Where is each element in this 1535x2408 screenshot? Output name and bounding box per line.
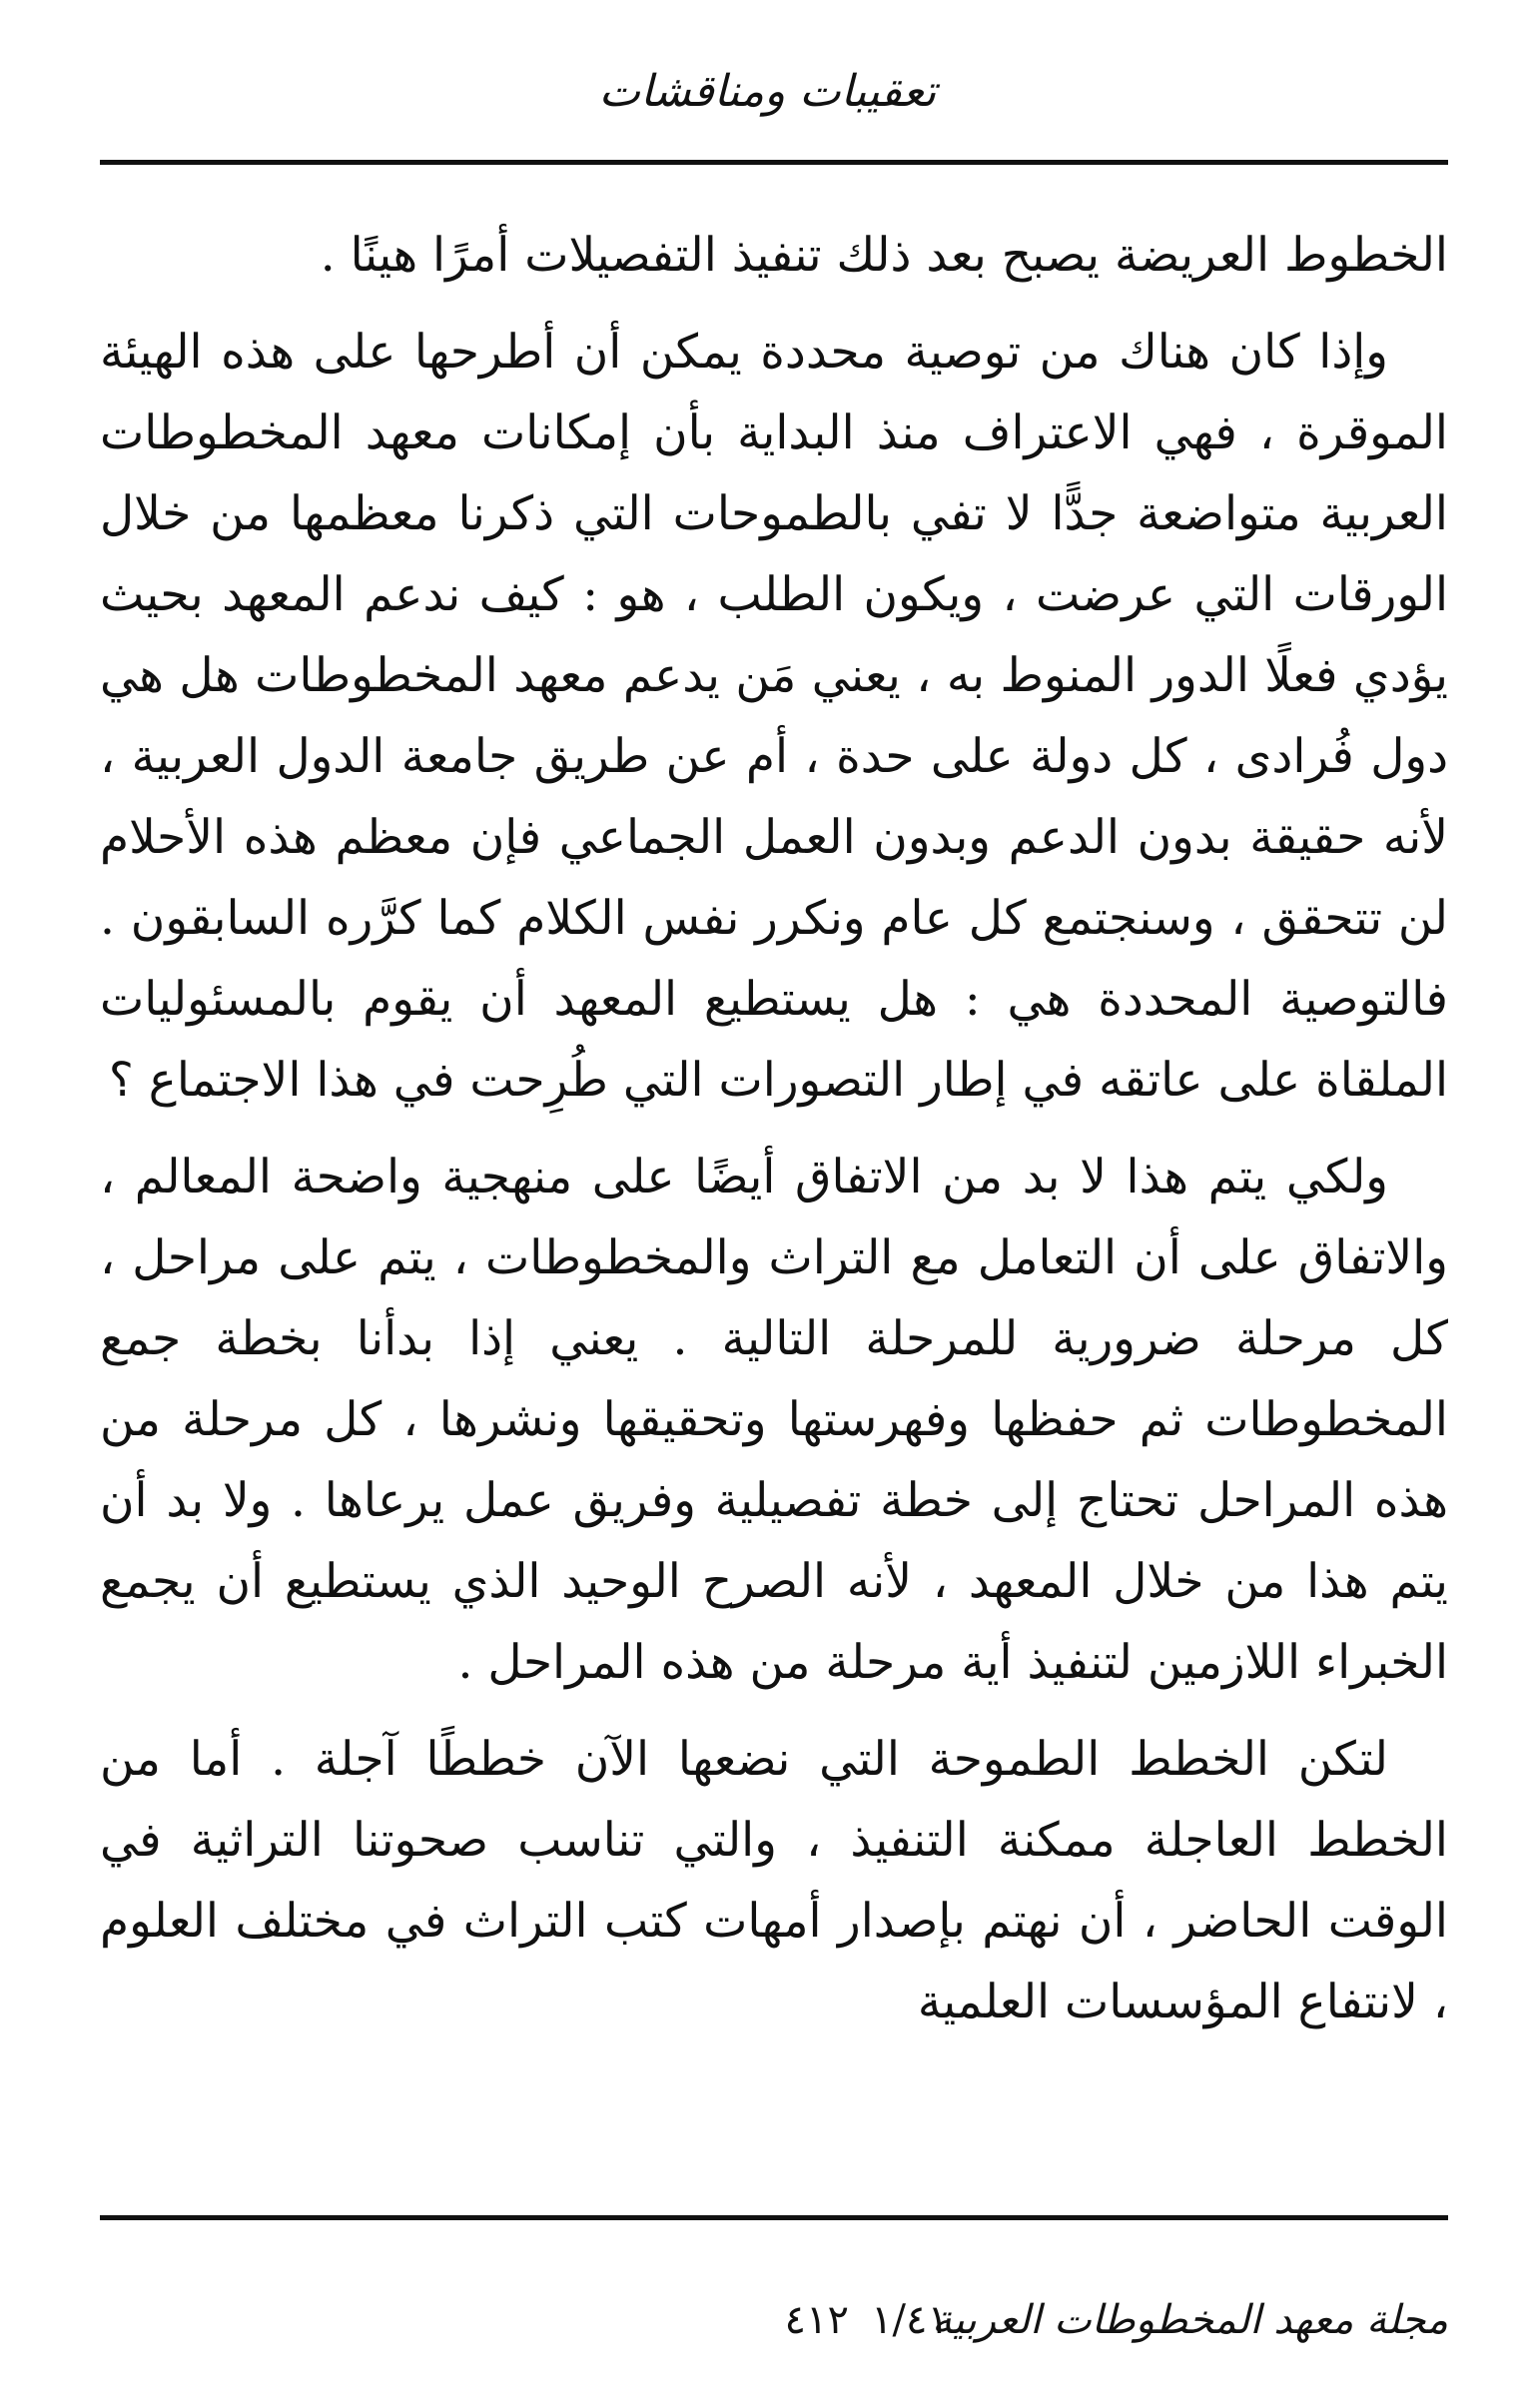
paragraph-2: وإذا كان هناك من توصية محددة يمكن أن أطرحها على هذه الهيئة الموقرة ، فهي الاعتراف منذ البداية بأن إمكانات معهد المخطوطات العربية متواضعة جدًّا لا تفي بالطموحات التي ذكرنا معظمها من خلال الورقات التي عرضت ، ويكون الطلب ، هو : كيف ندعم المعهد بحيث يؤدي فعلًا الدور المنوط به ، يعني مَن يدعم معهد المخطوطات هل هي دول فُرادى ، كل دولة على حدة ، أم عن طريق جامعة الدول العربية ، لأنه حقيقة بدون الدعم وبدون العمل الجماعي فإن معظم هذه الأحلام لن تتحقق ، وسنجتمع كل عام ونكرر نفس الكلام كما كرَّره السابقون . فالتوصية المحددة هي : هل يستطيع المعهد أن يقوم بالمسئوليات الملقاة على عاتقه في إطار التصورات التي طُرِحت في هذا الاجتماع ؟ — [100, 325, 1448, 1108]
page-footer — [100, 2297, 1448, 2357]
body-text — [100, 215, 1448, 2042]
paragraph-1: الخطوط العريضة يصبح بعد ذلك تنفيذ التفصيلات أمرًا هينًا . — [320, 228, 1448, 283]
footer-rule — [100, 2215, 1448, 2220]
footer-issue-number: ١/٤١ — [871, 2297, 949, 2343]
footer-journal-title: مجلة معهد المخطوطات العربية — [932, 2297, 1448, 2343]
paragraph-4: لتكن الخطط الطموحة التي نضعها الآن خططًا آجلة . أما من الخطط العاجلة ممكنة التنفيذ ، والتي تناسب صحوتنا التراثية في الوقت الحاضر ، أن نهتم بإصدار أمهات كتب التراث في مختلف العلوم ، لانتفاع المؤسسات العلمية — [100, 1732, 1448, 2029]
header-rule — [100, 160, 1448, 165]
running-header: تعقيبات ومناقشات — [598, 66, 937, 117]
paragraph-3: ولكي يتم هذا لا بد من الاتفاق أيضًا على منهجية واضحة المعالم ، والاتفاق على أن التعامل مع التراث والمخطوطات ، يتم على مراحل ، كل مرحلة ضرورية للمرحلة التالية . يعني إذا بدأنا بخطة جمع المخطوطات ثم حفظها وفهرستها وتحقيقها ونشرها ، كل مرحلة من هذه المراحل تحتاج إلى خطة تفصيلية وفريق عمل يرعاها . ولا بد أن يتم هذا من خلال المعهد ، لأنه الصرح الوحيد الذي يستطيع أن يجمع الخبراء اللازمين لتنفيذ أية مرحلة من هذه المراحل . — [100, 1150, 1448, 1690]
footer-page-number: ٤١٢ — [784, 2297, 849, 2343]
